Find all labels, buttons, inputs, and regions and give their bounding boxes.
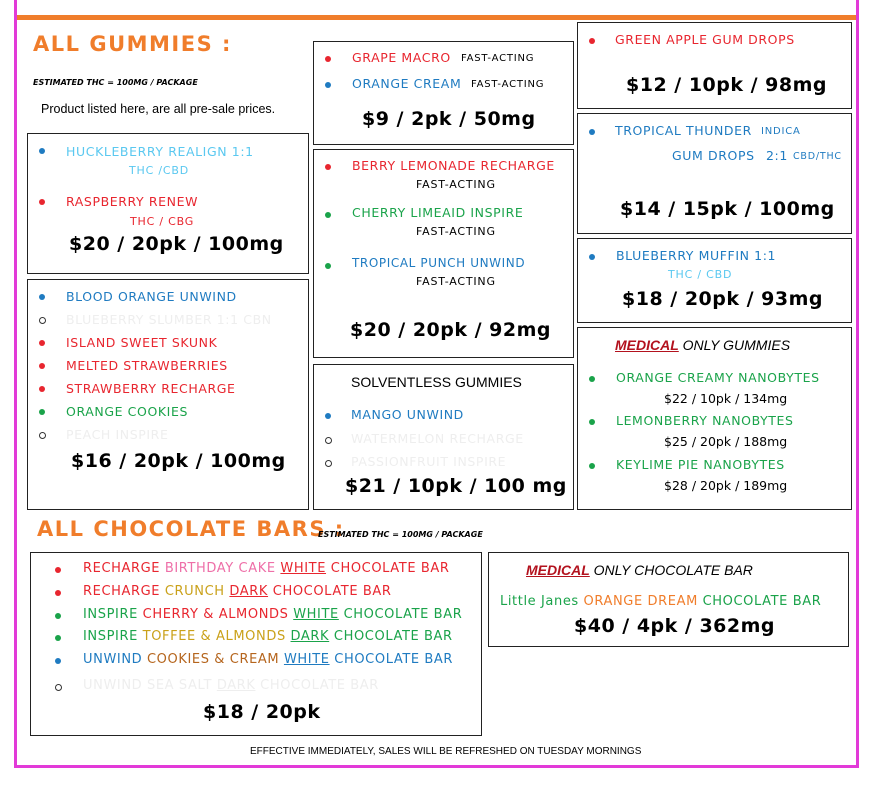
bullet bbox=[39, 340, 45, 346]
price: $12 / 10pk / 98mg bbox=[626, 74, 828, 96]
item-island-sweet: ISLAND SWEET SKUNK bbox=[66, 335, 218, 350]
fast-acting-sub: FAST-ACTING bbox=[416, 275, 496, 288]
gum-drops-label: GUM DROPS bbox=[672, 148, 755, 163]
item-mango-unwind: MANGO UNWIND bbox=[351, 407, 464, 422]
price: $14 / 15pk / 100mg bbox=[620, 198, 835, 220]
price: $9 / 2pk / 50mg bbox=[362, 108, 536, 130]
bar-type: DARK bbox=[290, 629, 330, 644]
bar-row-3 bbox=[83, 607, 462, 622]
price: $40 / 4pk / 362mg bbox=[574, 615, 776, 637]
bullet bbox=[325, 263, 331, 269]
bullet bbox=[39, 386, 45, 392]
bar-suffix: CHOCOLATE BAR bbox=[329, 652, 454, 667]
estimated-thc-note: ESTIMATED THC = 100MG / PACKAGE bbox=[33, 78, 198, 87]
bar-flavor: COOKIES & CREAM bbox=[147, 652, 284, 667]
price: $22 / 10pk / 134mg bbox=[664, 391, 788, 406]
item-raspberry-sub: THC / CBG bbox=[130, 215, 195, 228]
gummies-title: ALL GUMMIES : bbox=[33, 32, 232, 56]
box-blood-orange bbox=[27, 279, 309, 510]
item-huckleberry: HUCKLEBERRY REALIGN 1:1 bbox=[66, 144, 254, 159]
bullet bbox=[39, 148, 45, 154]
bar-flavor: CRUNCH bbox=[164, 584, 230, 599]
item-lemonberry: LEMONBERRY NANOBYTES bbox=[616, 413, 794, 428]
bar-type: WHITE bbox=[283, 652, 330, 667]
bar-row-6 bbox=[83, 678, 379, 693]
item-huckleberry-sub: THC /CBD bbox=[129, 164, 189, 177]
bullet bbox=[55, 613, 61, 619]
ratio-label: 2:1 bbox=[766, 148, 788, 163]
box-huckleberry bbox=[27, 133, 309, 274]
fast-acting-sub: FAST-ACTING bbox=[416, 225, 496, 238]
bullet bbox=[39, 317, 46, 324]
bar-suffix: CHOCOLATE BAR bbox=[702, 594, 822, 609]
item-blueberry-slumber: BLUEBERRY SLUMBER 1:1 CBN bbox=[66, 312, 272, 327]
bar-row-2 bbox=[83, 584, 392, 599]
bullet bbox=[55, 658, 61, 664]
bar-flavor: TOFFEE & ALMONDS bbox=[142, 629, 291, 644]
bar-suffix: CHOCOLATE BAR bbox=[338, 607, 463, 622]
bar-row-5 bbox=[83, 652, 453, 667]
medical-bar-heading bbox=[526, 562, 753, 578]
item-blood-orange: BLOOD ORANGE UNWIND bbox=[66, 289, 237, 304]
bullet bbox=[55, 590, 61, 596]
box-medical-bar bbox=[488, 552, 849, 647]
box-chocolate-bars bbox=[30, 552, 482, 736]
bar-row-4 bbox=[83, 629, 453, 644]
fast-acting-sub: FAST-ACTING bbox=[416, 178, 496, 191]
medical-label: MEDICAL bbox=[526, 562, 590, 578]
item-grape-macro: GRAPE MACRO bbox=[352, 50, 451, 65]
bullet bbox=[589, 38, 595, 44]
bullet bbox=[39, 432, 46, 439]
price: $25 / 20pk / 188mg bbox=[664, 434, 788, 449]
price: $21 / 10pk / 100 mg bbox=[345, 475, 567, 497]
bullet bbox=[325, 212, 331, 218]
item-green-apple: GREEN APPLE GUM DROPS bbox=[615, 32, 795, 47]
box-solventless bbox=[313, 364, 574, 510]
bullet bbox=[39, 294, 45, 300]
bar-line: UNWIND bbox=[83, 652, 147, 667]
bullet bbox=[39, 363, 45, 369]
bar-flavor: BIRTHDAY CAKE bbox=[164, 561, 281, 576]
box-berry-lemonade bbox=[313, 149, 574, 358]
item-tropical-thunder: TROPICAL THUNDER bbox=[615, 123, 752, 138]
item-passionfruit: PASSIONFRUIT INSPIRE bbox=[351, 454, 507, 469]
bullet bbox=[589, 129, 595, 135]
item-orange-cookies: ORANGE COOKIES bbox=[66, 404, 188, 419]
bullet bbox=[325, 56, 331, 62]
bar-flavor: CHERRY & ALMONDS bbox=[142, 607, 294, 622]
solventless-title: SOLVENTLESS GUMMIES bbox=[351, 374, 522, 390]
ratio-tag: CBD/THC bbox=[793, 151, 842, 162]
price: $20 / 20pk / 92mg bbox=[350, 319, 552, 341]
price: $18 / 20pk bbox=[203, 701, 321, 723]
presale-note: Product listed here, are all pre-sale prices. bbox=[41, 102, 276, 116]
bar-type: DARK bbox=[229, 584, 269, 599]
bullet bbox=[589, 419, 595, 425]
bar-suffix: CHOCOLATE BAR bbox=[255, 678, 379, 693]
bullet bbox=[55, 567, 61, 573]
item-melted-strawberries: MELTED STRAWBERRIES bbox=[66, 358, 228, 373]
item-orange-creamy: ORANGE CREAMY NANOBYTES bbox=[616, 370, 820, 385]
bar-line: INSPIRE bbox=[83, 607, 143, 622]
bullet bbox=[589, 463, 595, 469]
medical-bar-title: ONLY CHOCOLATE BAR bbox=[593, 562, 753, 578]
box-grape bbox=[313, 41, 574, 145]
item-strawberry-recharge: STRAWBERRY RECHARGE bbox=[66, 381, 236, 396]
bullet bbox=[589, 254, 595, 260]
bullet bbox=[325, 82, 331, 88]
bar-suffix: CHOCOLATE BAR bbox=[329, 629, 453, 644]
item-blueberry-muffin: BLUEBERRY MUFFIN 1:1 bbox=[616, 248, 777, 263]
medical-gummies-heading bbox=[615, 337, 790, 353]
bar-type: WHITE bbox=[280, 561, 327, 576]
price: $20 / 20pk / 100mg bbox=[69, 233, 284, 255]
bar-row-1 bbox=[83, 561, 450, 576]
bullet bbox=[39, 409, 45, 415]
bullet bbox=[589, 376, 595, 382]
item-blueberry-muffin-sub: THC / CBD bbox=[668, 268, 733, 281]
price: $16 / 20pk / 100mg bbox=[71, 450, 286, 472]
item-raspberry: RASPBERRY RENEW bbox=[66, 194, 199, 209]
flavor: ORANGE DREAM bbox=[583, 594, 703, 609]
item-keylime: KEYLIME PIE NANOBYTES bbox=[616, 457, 785, 472]
medical-bar-item bbox=[500, 594, 821, 609]
bars-thc-note: ESTIMATED THC = 100MG / PACKAGE bbox=[318, 530, 483, 539]
item-tropical-punch: TROPICAL PUNCH UNWIND bbox=[352, 256, 526, 270]
fast-acting-tag: FAST-ACTING bbox=[461, 53, 535, 64]
medical-label: MEDICAL bbox=[615, 337, 679, 353]
bullet bbox=[325, 164, 331, 170]
box-green-apple bbox=[577, 22, 852, 109]
item-cherry-limeaid: CHERRY LIMEAID INSPIRE bbox=[352, 205, 524, 220]
bar-suffix: CHOCOLATE BAR bbox=[326, 561, 450, 576]
box-medical-gummies bbox=[577, 327, 852, 510]
brand: Little Janes bbox=[500, 594, 584, 609]
item-watermelon: WATERMELON RECHARGE bbox=[351, 431, 524, 446]
bar-suffix: CHOCOLATE BAR bbox=[268, 584, 392, 599]
bullet bbox=[39, 199, 45, 205]
bullet bbox=[55, 635, 61, 641]
indica-tag: INDICA bbox=[761, 126, 801, 137]
footer-note: EFFECTIVE IMMEDIATELY, SALES WILL BE REFRESHED ON TUESDAY MORNINGS bbox=[250, 746, 642, 757]
bar-line: INSPIRE bbox=[83, 629, 143, 644]
bar-line: UNWIND SEA SALT bbox=[83, 678, 217, 693]
bullet bbox=[325, 413, 331, 419]
bars-title: ALL CHOCOLATE BARS : bbox=[37, 517, 345, 541]
bar-line: RECHARGE bbox=[83, 584, 165, 599]
box-blueberry-muffin bbox=[577, 238, 852, 323]
bar-type: DARK bbox=[216, 678, 256, 693]
bar-line: RECHARGE bbox=[83, 561, 165, 576]
bullet bbox=[325, 437, 332, 444]
item-orange-cream: ORANGE CREAM bbox=[352, 76, 462, 91]
item-berry-lemonade: BERRY LEMONADE RECHARGE bbox=[352, 158, 555, 173]
bullet bbox=[55, 684, 62, 691]
medical-gummies-title: ONLY GUMMIES bbox=[682, 337, 791, 353]
bar-type: WHITE bbox=[293, 607, 339, 622]
bullet bbox=[325, 460, 332, 467]
box-tropical-thunder bbox=[577, 113, 852, 234]
item-peach-inspire: PEACH INSPIRE bbox=[66, 427, 169, 442]
fast-acting-tag: FAST-ACTING bbox=[471, 79, 545, 90]
price: $18 / 20pk / 93mg bbox=[622, 288, 824, 310]
price: $28 / 20pk / 189mg bbox=[664, 478, 788, 493]
